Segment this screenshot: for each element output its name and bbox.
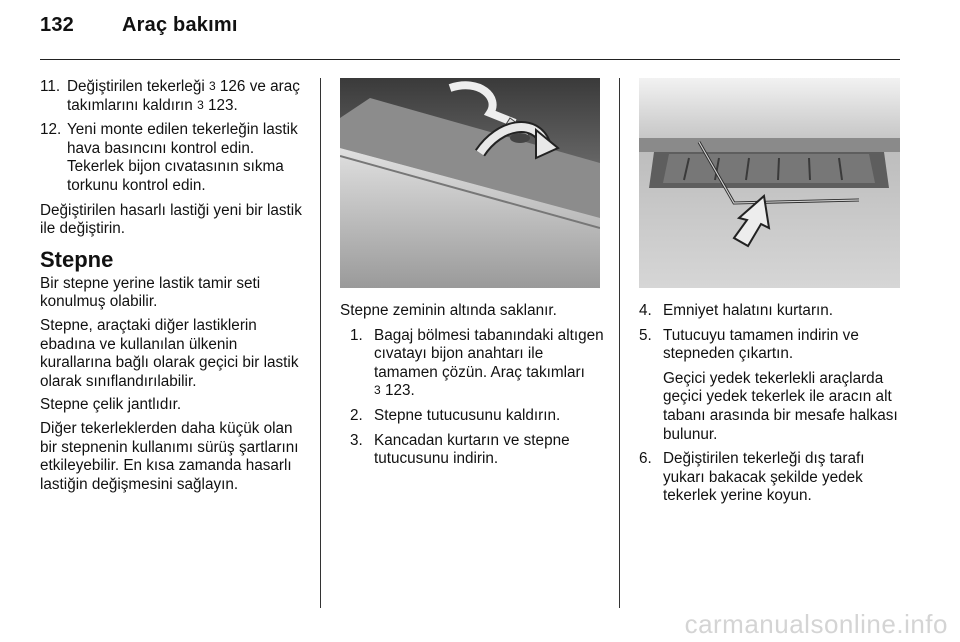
list-text: Değiştirilen tekerleği 3 126 ve araç takımlarını kaldırın 3 123. <box>67 78 300 114</box>
illustration-spare-wheel <box>639 78 900 288</box>
list-number: 5. <box>639 326 652 344</box>
column-3 <box>639 302 903 512</box>
page-title: Araç bakımı <box>122 14 238 36</box>
list-note: Geçici yedek tekerlekli araçlarda geçici yedek tekerlek ile aracın alt tabanı arasında bir mesafe halkası bulunur. <box>663 369 898 443</box>
paragraph: Stepne, araçtaki diğer lastiklerin ebadına ve kullanılan ülkenin kurallarına bağlı olarak geçici bir lastik olarak sınıflandırılabilir. <box>40 316 299 390</box>
list-number: 1. <box>350 326 363 344</box>
list-item-3 <box>340 432 608 469</box>
list-number: 2. <box>350 406 363 424</box>
column-divider-1 <box>320 78 321 608</box>
list-number: 4. <box>639 302 652 319</box>
ref-arrow-icon: 3 <box>208 79 216 93</box>
page-reference[interactable]: 123. <box>384 382 415 400</box>
list-number: 11. <box>40 78 61 95</box>
page-header <box>40 14 238 37</box>
list-item-6 <box>639 450 903 506</box>
paragraph: Stepne zeminin altında saklanır. <box>340 302 557 319</box>
list-item-1 <box>340 327 608 401</box>
illustration-trunk-floor <box>340 78 600 288</box>
paragraph: Stepne çelik jantlıdır. <box>40 396 182 414</box>
list-number: 12. <box>40 121 62 139</box>
section-heading: Stepne <box>40 246 114 272</box>
list-item-11 <box>40 78 310 115</box>
page-number: 132 <box>40 14 74 36</box>
column-2 <box>340 302 608 475</box>
watermark: carmanualsonline.info <box>684 609 948 639</box>
ref-arrow-icon: 3 <box>197 97 204 112</box>
list-text: Tutucuyu tamamen indirin ve stepneden çıkartın. Geçici yedek tekerlekli araçlarda geçici yedek tekerlek ile aracın alt tabanı arasında bir mesafe halkası bulunur. <box>663 327 903 445</box>
list-text: Stepne tutucusunu kaldırın. <box>374 406 561 424</box>
column-divider-2 <box>619 78 620 608</box>
list-number: 6. <box>639 450 652 468</box>
trunk-floor-drawing <box>340 78 600 288</box>
list-number: 3. <box>350 431 363 449</box>
list-text: Değiştirilen tekerleği dış tarafı yukarı bakacak şekilde yedek tekerlek yerine koyun. <box>663 450 865 505</box>
list-item-2 <box>340 407 608 426</box>
page-reference[interactable]: 126 <box>219 78 246 95</box>
spare-wheel-drawing <box>639 78 900 288</box>
list-text: Bagaj bölmesi tabanındaki altıgen cıvatayı bijon anahtarı ile tamamen çözün. Araç takımları 3 123. <box>374 326 604 400</box>
page-reference[interactable]: 123. <box>208 96 238 114</box>
list-text: Yeni monte edilen tekerleğin lastik hava basıncını kontrol edin. Tekerlek bijon cıvatasının sıkma torkunu kontrol edin. <box>67 121 298 194</box>
paragraph: Değiştirilen hasarlı lastiği yeni bir lastik ile değiştirin. <box>40 201 302 238</box>
header-rule <box>40 59 900 60</box>
column-1 <box>40 78 310 499</box>
paragraph: Bir stepne yerine lastik tamir seti konulmuş olabilir. <box>40 274 261 311</box>
list-item-4 <box>639 302 903 321</box>
list-item-5 <box>639 327 903 445</box>
list-text: Kancadan kurtarın ve stepne tutucusunu indirin. <box>374 431 570 468</box>
list-item-12 <box>40 121 310 195</box>
ref-arrow-icon: 3 <box>374 383 381 398</box>
list-text: Emniyet halatını kurtarın. <box>663 302 834 319</box>
paragraph: Diğer tekerleklerden daha küçük olan bir stepnenin kullanımı sürüş şartlarını etkileyebilir. En kısa zamanda hasarlı lastiğin değişmesini sağlayın. <box>40 419 299 493</box>
